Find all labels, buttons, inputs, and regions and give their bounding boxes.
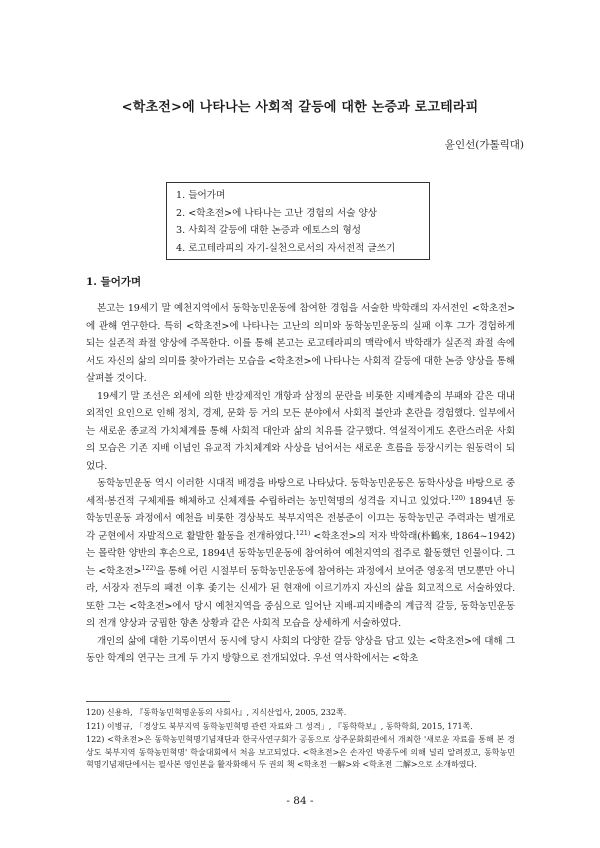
toc-item: 1. 들어가며 <box>176 190 226 201</box>
paper-title: <학초전>에 나타나는 사회적 갈등에 대한 논증과 로고테라피 <box>121 100 479 115</box>
footnote: 121) 이병규, 「경상도 북부지역 동학농민혁명 관련 자료와 그 성격」, 『동학학보』, 동학학회, 2015, 171쪽. <box>86 721 473 731</box>
body-paragraph: 19세기 말 조선은 외세에 의한 반강제적인 개항과 삼정의 문란을 비롯한 지배계층의 부패와 같은 대내외적인 요인으로 인해 정치, 경제, 문화 등 거의 모든 분야에서 사회적 불안과 혼란을 경험했다. 일부에서는 새로운 종교적 가치체계를 통해 사회적 대안과 삶의 치유를 갈구했다. 역설적이게도 혼란스러운 사회의 모습은 기존 지배 이념인 유교적 가치체계와 사상을 넘어서는 새로운 흐름을 등장시키는 원동력이 되었다. <box>86 390 515 472</box>
toc-item: 2. <학초전>에 나타나는 고난 경험의 서술 양상 <box>176 207 378 219</box>
table-of-contents <box>166 182 430 260</box>
page-number: - 84 - <box>286 795 314 807</box>
footnotes <box>86 707 515 773</box>
paragraph-text: 을 통해 어린 시절부터 동학농민운동에 참여하는 과정에서 보여준 영웅적 면모뿐만 아니라, 서장자 전두의 패전 이후 좇기는 신세가 된 현재에 이르기까지 자신의 삶을 회고적으로 서술하였다. 또한 그는 <학초전>에서 당시 예천지역을 중심으로 일어난 지배-피지배층의 계급적 갈등, 동학농민운동의 전개 양상과 궁핍한 향촌 상황과 같은 사회적 모습을 상세하게 서술하였다. <box>86 565 515 629</box>
author-affiliation: 윤인선(가톨릭대) <box>444 139 524 151</box>
paragraph-text: 동학농민운동 역시 이러한 시대적 배경을 바탕으로 나타났다. 동학농민운동은 동학사상을 바탕으로 중세적·봉건적 구체제를 해체하고 신체제를 수립하려는 농민혁명의 성격을 지니고 있었다. <box>86 478 515 507</box>
footnote: 120) 신용하, 『동학농민혁명운동의 사회사』, 지식산업사, 2005, 232쪽. <box>86 708 347 717</box>
body-text <box>86 300 515 668</box>
toc-item: 4. 로고테라피의 자기-실천으로서의 자서전적 글쓰기 <box>176 242 396 254</box>
footnote: 122) <학초전>은 동학농민혁명기념재단과 한국사연구회가 공동으로 상주문화회관에서 개최한 '새로운 자료를 통해 본 경상도 북부지역 동학농민혁명' 학술대회에서 처음 보고되었다. <학초전>은 손자인 박종두에 의해 널리 알려졌고, 동학농민혁명기념재단에서는 필사본 영인본을 활자화해서 두 권의 책 <학초전 一解>와 <학초전 二解>으로 소개하였다. <box>86 735 515 769</box>
footnote-ref: 120) <box>450 493 466 502</box>
paragraph-text: <학초전>의 저자 박학래(朴鶴來, 1864~1942)는 몰락한 양반의 후손으로, 1894년 동학농민운동에 참여하여 예천지역의 접주로 활동했던 인물이다. 그는 <학초전> <box>86 530 515 577</box>
toc-item: 3. 사회적 갈등에 대한 논증과 에토스의 형성 <box>176 225 361 236</box>
body-paragraph: 개인의 삶에 대한 기록이면서 동시에 당시 사회의 다양한 갈등 양상을 담고 있는 <학초전>에 대해 그동안 학계의 연구는 크게 두 가지 방향으로 전개되었다. 우선 역사학에서는 <학초 <box>86 635 515 664</box>
section-heading: 1. 들어가며 <box>86 276 142 288</box>
body-paragraph: 본고는 19세기 말 예천지역에서 동학농민운동에 참여한 경험을 서술한 박학래의 자서전인 <학초전>에 관해 연구한다. 특히 <학초전>에 나타나는 고난의 의미와 동학농민운동의 실패 이후 그가 경험하게 되는 실존적 좌절 양상에 주목한다. 이를 통해 본고는 로고테라피의 맥락에서 박학래가 실존적 좌절 속에서도 자신의 삶의 의미를 찾아가려는 모습을 <학초전>에 나타나는 사회적 갈등에 대한 논증 양상을 통해 살펴볼 것이다. <box>86 303 515 384</box>
paragraph-text: 1894년 동학농민운동 과정에서 예천을 비롯한 경상북도 북부지역은 전봉준이 이끄는 동학농민군 주력과는 별개로 각 군현에서 자발적으로 활발한 활동을 전개하였다. <box>86 495 515 542</box>
body-paragraph <box>86 475 515 633</box>
footnote-ref: 122) <box>141 563 156 572</box>
footnote-ref: 121) <box>295 528 311 537</box>
footnote-separator <box>86 701 230 702</box>
